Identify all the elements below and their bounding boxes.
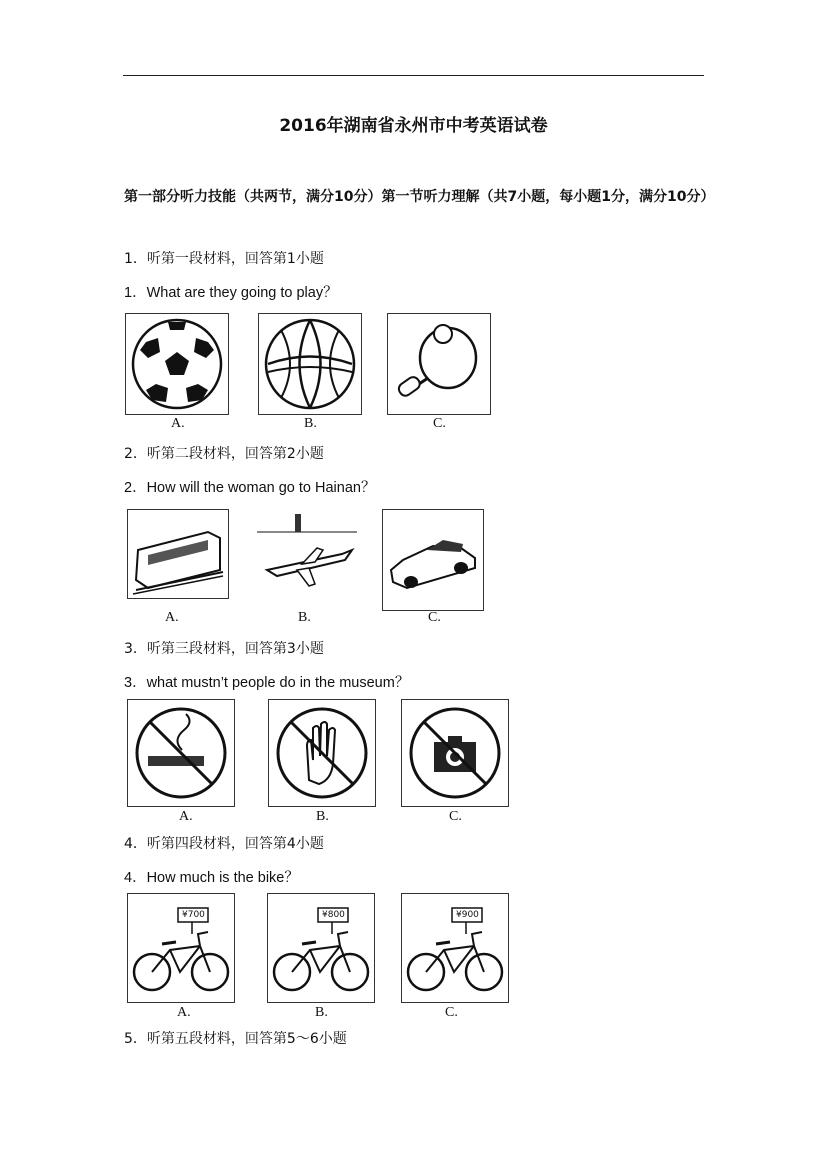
question-4-prompt: 4．听第四段材料，回答第4小题	[124, 836, 324, 852]
header-rule	[123, 75, 704, 76]
question-3-prompt: 3．听第三段材料，回答第3小题	[124, 641, 324, 657]
car-icon	[382, 509, 484, 611]
no-smoking-icon	[127, 699, 235, 807]
question-4-text: 4．How much is the bike？	[124, 870, 299, 886]
question-2-text: 2．How will the woman go to Hainan？	[124, 480, 376, 496]
question-1-text: 1．What are they going to play？	[124, 285, 338, 301]
bike-icon	[401, 893, 509, 1003]
option-label: A.	[179, 809, 193, 824]
question-5-prompt: 5．听第五段材料，回答第5～6小题	[124, 1031, 347, 1047]
bike-icon	[127, 893, 235, 1003]
question-1-prompt: 1．听第一段材料，回答第1小题	[124, 251, 324, 267]
question-2-prompt: 2．听第二段材料，回答第2小题	[124, 446, 324, 462]
option-label: B.	[304, 416, 317, 431]
no-touching-icon	[268, 699, 376, 807]
option-label: A.	[177, 1005, 191, 1020]
price-tag: ¥700	[182, 910, 205, 920]
basketball-icon	[258, 313, 362, 415]
airplane-icon	[256, 509, 358, 599]
option-label: B.	[316, 809, 329, 824]
option-label: A.	[165, 610, 179, 625]
soccer-ball-icon	[125, 313, 229, 415]
question-3-text: 3．what mustn’t people do in the museum？	[124, 675, 410, 691]
option-label: A.	[171, 416, 185, 431]
option-label: C.	[449, 809, 462, 824]
option-label: C.	[445, 1005, 458, 1020]
option-label: B.	[315, 1005, 328, 1020]
price-tag: ¥800	[322, 910, 345, 920]
ping-pong-icon	[387, 313, 491, 415]
section-heading: 第一部分听力技能（共两节，满分10分）第一节听力理解（共7小题，每小题1分，满分10分）	[124, 189, 715, 205]
page-title: 2016年湖南省永州市中考英语试卷	[279, 116, 548, 136]
option-label: B.	[298, 610, 311, 625]
no-photo-icon	[401, 699, 509, 807]
bike-icon	[267, 893, 375, 1003]
price-tag: ¥900	[456, 910, 479, 920]
train-icon	[127, 509, 229, 599]
option-label: C.	[428, 610, 441, 625]
option-label: C.	[433, 416, 446, 431]
